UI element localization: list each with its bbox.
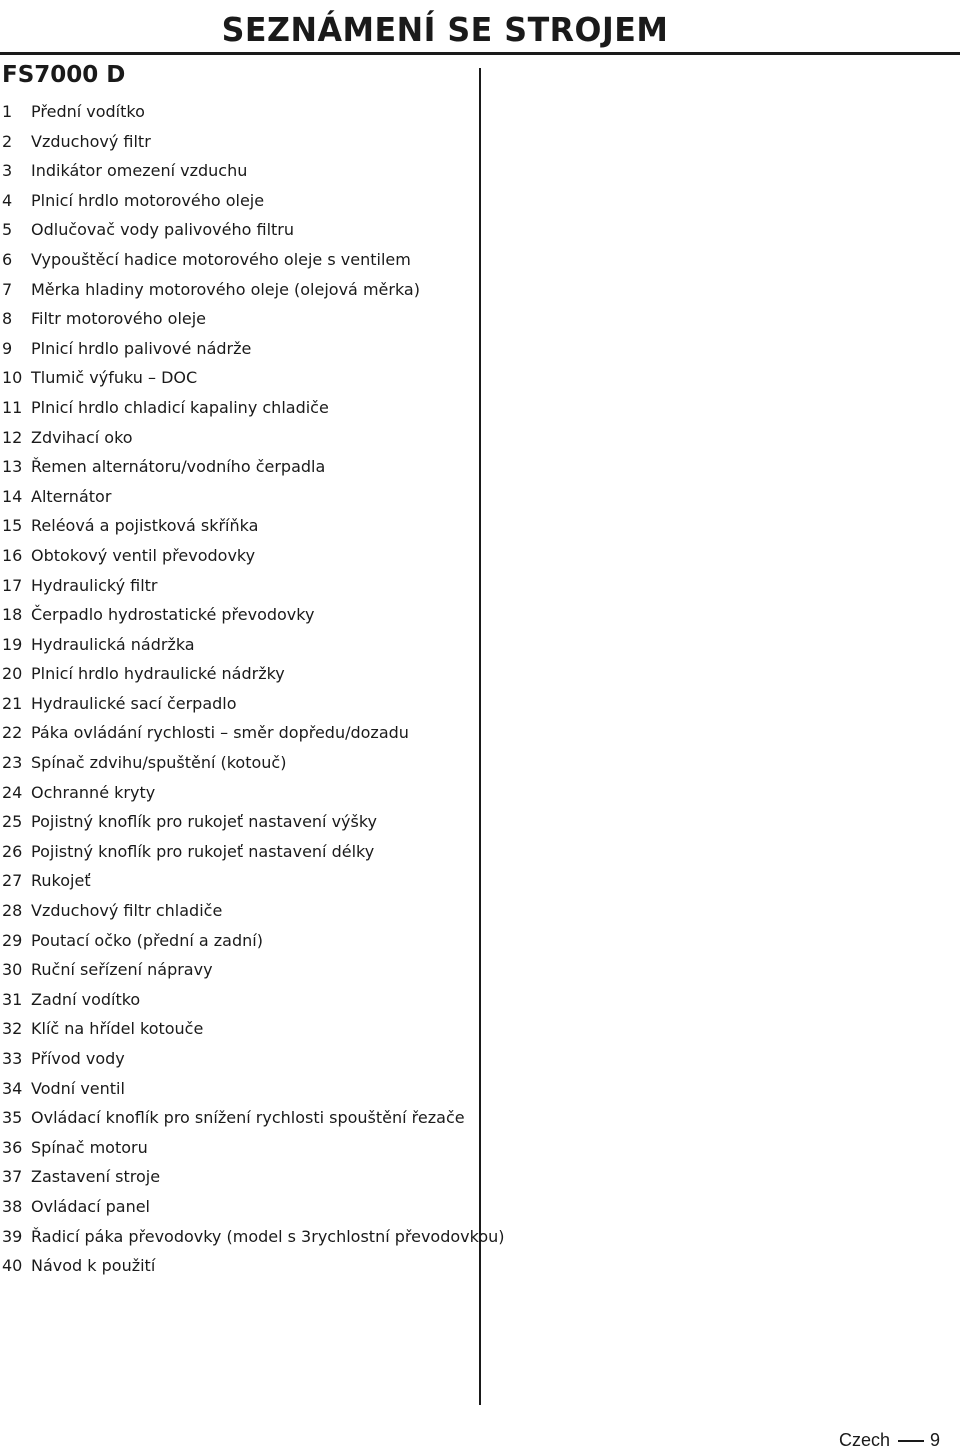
list-item <box>0 215 505 245</box>
list-item <box>0 659 505 689</box>
list-item <box>0 423 505 453</box>
list-item <box>0 275 505 305</box>
part-label: Obtokový ventil převodovky <box>31 545 256 565</box>
part-number: 23 <box>2 753 23 773</box>
part-number: 39 <box>2 1226 23 1246</box>
list-item <box>0 1103 505 1133</box>
part-label: Zastavení stroje <box>31 1167 161 1187</box>
list-item <box>0 866 505 896</box>
list-item <box>0 600 505 630</box>
part-label: Řemen alternátoru/vodního čerpadla <box>31 457 326 477</box>
part-label: Spínač motoru <box>31 1137 148 1157</box>
part-number: 29 <box>2 930 23 950</box>
part-label: Vzduchový filtr <box>31 131 151 151</box>
part-label: Návod k použití <box>31 1256 156 1276</box>
part-label: Pojistný knoflík pro rukojeť nastavení délky <box>31 841 375 861</box>
list-item <box>0 748 505 778</box>
part-label: Plnicí hrdlo palivové nádrže <box>31 338 252 358</box>
part-number: 24 <box>2 782 23 802</box>
list-item <box>0 896 505 926</box>
part-label: Pojistný knoflík pro rukojeť nastavení výšky <box>31 812 378 832</box>
part-label: Plnicí hrdlo hydraulické nádržky <box>31 664 285 684</box>
part-number: 9 <box>2 338 13 358</box>
part-label: Rukojeť <box>31 871 91 891</box>
part-number: 33 <box>2 1049 23 1068</box>
list-item <box>0 630 505 660</box>
part-number: 11 <box>2 397 23 417</box>
list-item <box>0 452 505 482</box>
list-item <box>0 186 505 216</box>
list-item <box>0 304 505 334</box>
part-number: 40 <box>2 1256 23 1276</box>
list-item <box>0 837 505 867</box>
list-item <box>0 689 505 719</box>
list-item <box>0 1044 505 1074</box>
list-item <box>0 1192 505 1222</box>
part-number: 26 <box>2 841 23 861</box>
page-heading: SEZNÁMENÍ SE STROJEM <box>221 10 668 49</box>
part-label: Přední vodítko <box>31 102 145 121</box>
list-item <box>0 571 505 601</box>
part-number: 30 <box>2 960 23 980</box>
part-label: Reléová a pojistková skříňka <box>31 516 259 536</box>
list-item <box>0 1251 505 1281</box>
part-number: 10 <box>2 368 23 388</box>
part-label: Řadicí páka převodovky (model s 3rychlostní převodovkou) <box>31 1226 505 1246</box>
page-number: 9 <box>929 1430 940 1450</box>
part-number: 27 <box>2 871 23 891</box>
part-number: 5 <box>2 220 13 240</box>
part-number: 25 <box>2 812 23 832</box>
part-label: Poutací očko (přední a zadní) <box>31 930 263 950</box>
list-item <box>0 955 505 985</box>
list-item <box>0 1162 505 1192</box>
part-label: Ruční seřízení nápravy <box>31 960 213 980</box>
part-number: 35 <box>2 1108 23 1128</box>
part-number: 16 <box>2 545 23 565</box>
part-label: Přívod vody <box>31 1049 125 1068</box>
part-number: 12 <box>2 427 23 447</box>
list-item <box>0 156 505 186</box>
part-label: Hydraulické sací čerpadlo <box>31 693 237 713</box>
part-number: 36 <box>2 1137 23 1157</box>
footer-dash <box>898 1440 924 1442</box>
part-label: Spínač zdvihu/spuštění (kotouč) <box>31 753 287 773</box>
part-label: Vypouštěcí hadice motorového oleje s ventilem <box>31 249 411 269</box>
part-number: 8 <box>2 309 13 329</box>
part-label: Odlučovač vody palivového filtru <box>31 220 294 240</box>
list-item <box>0 1222 505 1252</box>
part-number: 19 <box>2 634 23 654</box>
part-label: Ochranné kryty <box>31 782 156 802</box>
part-number: 21 <box>2 693 23 713</box>
part-label: Indikátor omezení vzduchu <box>31 161 248 181</box>
part-number: 4 <box>2 190 13 210</box>
part-label: Plnicí hrdlo motorového oleje <box>31 190 265 210</box>
part-number: 20 <box>2 664 23 684</box>
part-label: Vodní ventil <box>31 1078 125 1098</box>
list-item <box>0 1133 505 1163</box>
part-label: Vzduchový filtr chladiče <box>31 901 223 921</box>
part-number: 38 <box>2 1196 23 1216</box>
list-item <box>0 127 505 157</box>
list-item <box>0 1074 505 1104</box>
list-item <box>0 245 505 275</box>
list-item <box>0 363 505 393</box>
list-item <box>0 393 505 423</box>
list-item <box>0 807 505 837</box>
list-item <box>0 718 505 748</box>
part-number: 2 <box>2 131 13 151</box>
part-number: 15 <box>2 516 23 536</box>
part-label: Hydraulická nádržka <box>31 634 195 654</box>
part-label: Klíč na hřídel kotouče <box>31 1019 204 1039</box>
heading-rule <box>0 52 960 55</box>
part-label: Ovládací panel <box>31 1196 150 1216</box>
list-item <box>0 926 505 956</box>
part-label: Alternátor <box>31 486 112 506</box>
part-number: 31 <box>2 989 23 1009</box>
part-label: Čerpadlo hydrostatické převodovky <box>31 605 315 625</box>
part-number: 32 <box>2 1019 23 1039</box>
part-number: 37 <box>2 1167 23 1187</box>
part-number: 13 <box>2 457 23 477</box>
part-number: 28 <box>2 901 23 921</box>
part-label: Filtr motorového oleje <box>31 309 207 329</box>
part-label: Páka ovládání rychlosti – směr dopředu/dozadu <box>31 723 409 743</box>
part-label: Hydraulický filtr <box>31 575 158 595</box>
part-number: 3 <box>2 161 13 181</box>
part-number: 17 <box>2 575 23 595</box>
parts-list <box>0 97 505 1281</box>
part-number: 14 <box>2 486 23 506</box>
part-label: Plnicí hrdlo chladicí kapaliny chladiče <box>31 397 329 417</box>
list-item <box>0 482 505 512</box>
footer-language: Czech <box>838 1430 890 1450</box>
list-item <box>0 985 505 1015</box>
list-item <box>0 1014 505 1044</box>
part-number: 6 <box>2 249 13 269</box>
section-title: FS7000 D <box>2 62 126 88</box>
part-label: Tlumič výfuku – DOC <box>31 368 198 388</box>
part-number: 18 <box>2 605 23 625</box>
list-item <box>0 541 505 571</box>
page-footer <box>839 1430 940 1451</box>
part-number: 7 <box>2 279 13 299</box>
part-label: Ovládací knoflík pro snížení rychlosti spouštění řezače <box>31 1108 465 1128</box>
part-label: Zdvihací oko <box>31 427 133 447</box>
part-label: Zadní vodítko <box>31 989 141 1009</box>
part-label: Měrka hladiny motorového oleje (olejová měrka) <box>31 279 420 299</box>
list-item <box>0 778 505 808</box>
list-item <box>0 97 505 127</box>
part-number: 1 <box>2 102 13 121</box>
part-number: 34 <box>2 1078 23 1098</box>
list-item <box>0 334 505 364</box>
part-number: 22 <box>2 723 23 743</box>
list-item <box>0 511 505 541</box>
